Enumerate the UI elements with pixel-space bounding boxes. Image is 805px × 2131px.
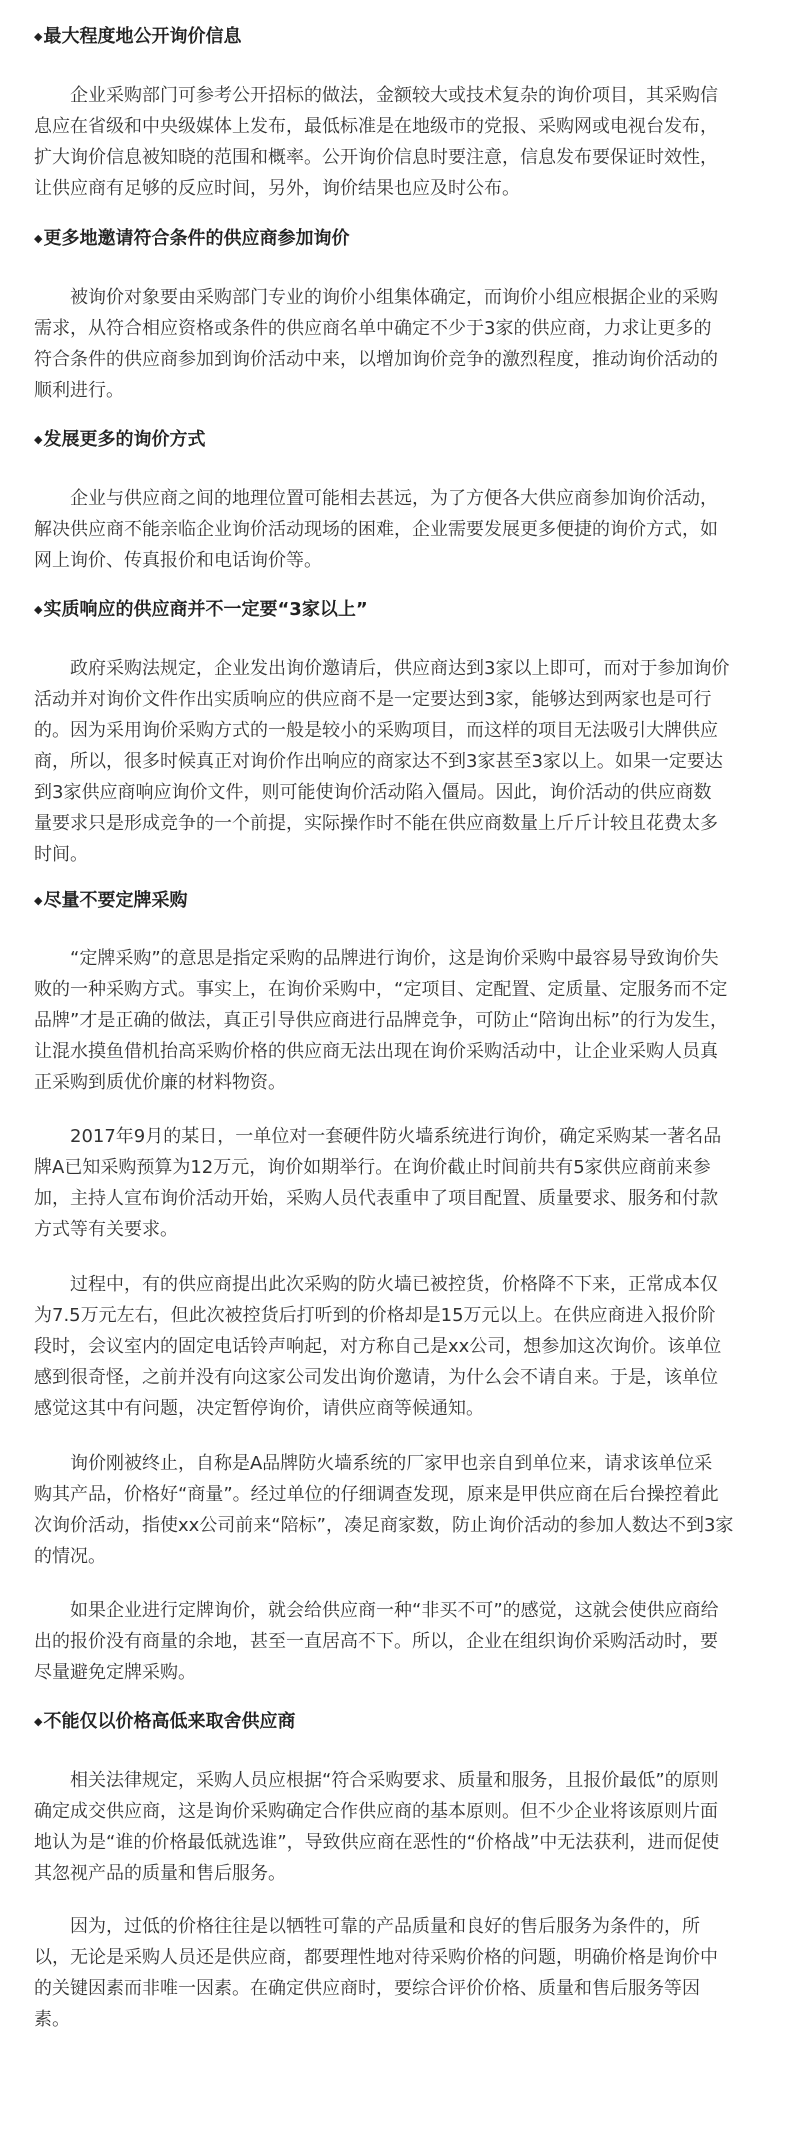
paragraph-line: 购其产品，价格好“商量”。经过单位的仔细调查发现，原来是甲供应商在后台操控着此 [34,1484,719,1505]
paragraph [34,1595,772,1688]
paragraph-line: 政府采购法规定，企业发出询价邀请后，供应商达到3家以上即可，而对于参加询价 [70,658,730,679]
paragraph-line: 感觉这其中有问题，决定暂停询价，请供应商等候通知。 [34,1398,484,1419]
section-heading [34,886,794,916]
paragraph-line: 息应在省级和中央级媒体上发布，最低标准是在地级市的党报、采购网或电视台发布， [34,116,718,137]
paragraph-line: 让混水摸鱼借机抬高采购价格的供应商无法出现在询价采购活动中，让企业采购人员真 [34,1041,718,1062]
paragraph-line: 时间。 [34,844,88,865]
paragraph-line: 如果企业进行定牌询价，就会给供应商一种“非买不可”的感觉，这就会使供应商给 [70,1600,719,1621]
paragraph-line: 地认为是“谁的价格最低就选谁”，导致供应商在恶性的“价格战”中无法获利，进而促使 [34,1832,720,1853]
paragraph [34,1121,772,1245]
paragraph-line: 被询价对象要由采购部门专业的询价小组集体确定，而询价小组应根据企业的采购 [70,287,718,308]
paragraph-line: 让供应商有足够的反应时间，另外，询价结果也应及时公布。 [34,178,520,199]
paragraph-line: 出的报价没有商量的余地，甚至一直居高不下。所以，企业在组织询价采购活动时，要 [34,1631,718,1652]
paragraph-line: 的关键因素而非唯一因素。在确定供应商时，要综合评价价格、质量和售后服务等因 [34,1978,700,1999]
paragraph-line: 素。 [34,2009,70,2030]
paragraph-line: 网上询价、传真报价和电话询价等。 [34,550,322,571]
paragraph-line: 品牌”才是正确的做法，真正引导供应商进行品牌竞争，可防止“陪询出标”的行为发生， [34,1010,728,1031]
paragraph [34,1269,772,1424]
diamond-bullet-icon: ◆ [34,1715,43,1728]
paragraph-line: 正采购到质优价廉的材料物资。 [34,1072,286,1093]
paragraph-line: 扩大询价信息被知晓的范围和概率。公开询价信息时要注意，信息发布要保证时效性， [34,147,718,168]
diamond-bullet-icon: ◆ [34,232,43,245]
section-heading [34,22,794,52]
paragraph-line: 过程中，有的供应商提出此次采购的防火墙已被控货，价格降不下来，正常成本仅 [70,1274,718,1295]
paragraph [34,483,772,576]
diamond-bullet-icon: ◆ [34,433,43,446]
paragraph-line: 感到很奇怪，之前并没有向这家公司发出询价邀请，为什么会不请自来。于是，该单位 [34,1367,718,1388]
paragraph-line: 确定成交供应商，这是询价采购确定合作供应商的基本原则。但不少企业将该原则片面 [34,1801,718,1822]
paragraph [34,1448,772,1572]
paragraph-line: 顺利进行。 [34,380,124,401]
paragraph [34,653,772,870]
paragraph-line: 因为，过低的价格往往是以牺牲可靠的产品质量和良好的售后服务为条件的，所 [70,1916,700,1937]
paragraph-line: 到3家供应商响应询价文件，则可能使询价活动陷入僵局。因此，询价活动的供应商数 [34,782,712,803]
paragraph-line: 以，无论是采购人员还是供应商，都要理性地对待采购价格的问题，明确价格是询价中 [34,1947,718,1968]
paragraph-line: 解决供应商不能亲临企业询价活动现场的困难，企业需要发展更多便捷的询价方式，如 [34,519,718,540]
paragraph-line: 企业与供应商之间的地理位置可能相去甚远，为了方便各大供应商参加询价活动， [70,488,718,509]
section-heading-text: 更多地邀请符合条件的供应商参加询价 [43,228,350,249]
paragraph [34,80,772,204]
diamond-bullet-icon: ◆ [34,894,43,907]
section-heading [34,425,794,455]
paragraph [34,1765,772,1889]
paragraph-line: 符合条件的供应商参加到询价活动中来，以增加询价竞争的激烈程度，推动询价活动的 [34,349,718,370]
paragraph-line: 2017年9月的某日，一单位对一套硬件防火墙系统进行询价，确定采购某一著名品 [70,1126,722,1147]
section-heading-text: 发展更多的询价方式 [43,429,206,450]
paragraph-line: 次询价活动，指使xx公司前来“陪标”，凑足商家数，防止询价活动的参加人数达不到3家 [34,1515,734,1536]
diamond-bullet-icon: ◆ [34,603,43,616]
paragraph-line: 为7.5万元左右，但此次被控货后打听到的价格却是15万元以上。在供应商进入报价阶 [34,1305,716,1326]
paragraph-line: 企业采购部门可参考公开招标的做法，金额较大或技术复杂的询价项目，其采购信 [70,85,718,106]
paragraph-line: 加，主持人宣布询价活动开始，采购人员代表重申了项目配置、质量要求、服务和付款 [34,1188,718,1209]
paragraph-line: 量要求只是形成竞争的一个前提，实际操作时不能在供应商数量上斤斤计较且花费太多 [34,813,718,834]
paragraph-line: 方式等有关要求。 [34,1219,178,1240]
paragraph-line: 败的一种采购方式。事实上，在询价采购中，“定项目、定配置、定质量、定服务而不定 [34,979,728,1000]
section-heading-text: 实质响应的供应商并不一定要“3家以上” [43,599,368,620]
paragraph-line: 牌A已知采购预算为12万元，询价如期举行。在询价截止时间前共有5家供应商前来参 [34,1157,711,1178]
paragraph-line: 的情况。 [34,1546,106,1567]
section-heading-text: 最大程度地公开询价信息 [43,26,242,47]
paragraph-line: 尽量避免定牌采购。 [34,1662,196,1683]
paragraph-line: 其忽视产品的质量和售后服务。 [34,1863,286,1884]
paragraph [34,943,772,1098]
section-heading [34,224,794,254]
paragraph [34,282,772,406]
section-heading [34,1707,794,1737]
paragraph-line: 活动并对询价文件作出实质响应的供应商不是一定要达到3家，能够达到两家也是可行 [34,689,712,710]
section-heading [34,595,794,625]
paragraph-line: 需求，从符合相应资格或条件的供应商名单中确定不少于3家的供应商，力求让更多的 [34,318,712,339]
diamond-bullet-icon: ◆ [34,30,43,43]
section-heading-text: 尽量不要定牌采购 [43,890,188,911]
paragraph [34,1911,772,2035]
paragraph-line: 相关法律规定，采购人员应根据“符合采购要求、质量和服务，且报价最低”的原则 [70,1770,719,1791]
paragraph-line: 询价刚被终止，自称是A品牌防火墙系统的厂家甲也亲自到单位来，请求该单位采 [70,1453,713,1474]
paragraph-line: “定牌采购”的意思是指定采购的品牌进行询价，这是询价采购中最容易导致询价失 [70,948,719,969]
paragraph-line: 段时，会议室内的固定电话铃声响起，对方称自己是xx公司，想参加这次询价。该单位 [34,1336,722,1357]
section-heading-text: 不能仅以价格高低来取舍供应商 [43,1711,296,1732]
paragraph-line: 商，所以，很多时候真正对询价作出响应的商家达不到3家甚至3家以上。如果一定要达 [34,751,723,772]
paragraph-line: 的。因为采用询价采购方式的一般是较小的采购项目，而这样的项目无法吸引大牌供应 [34,720,718,741]
